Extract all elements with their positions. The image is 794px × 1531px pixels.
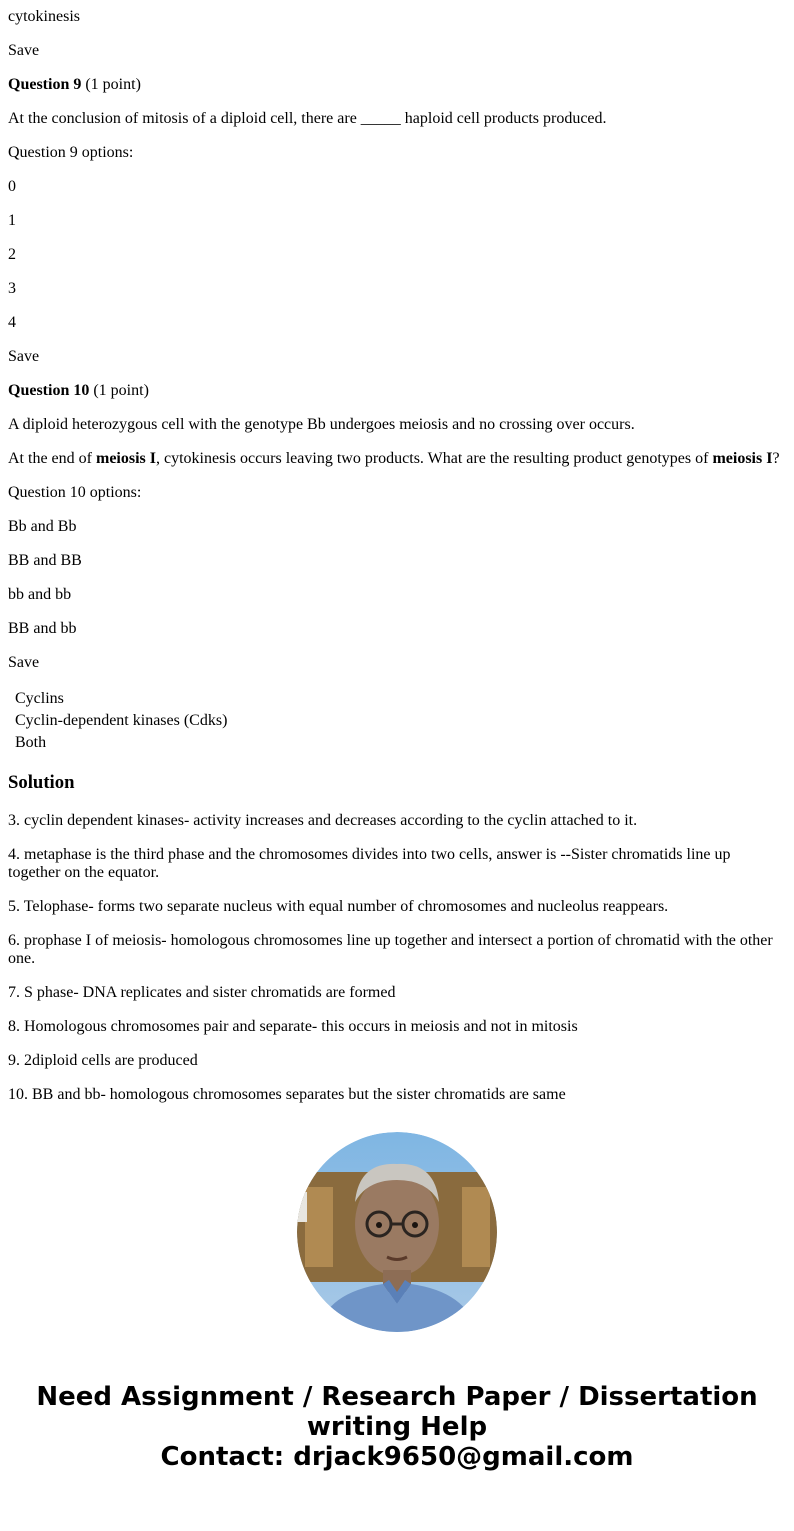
question-10-options-label: Question 10 options: <box>8 484 142 501</box>
list-item: Both <box>15 734 47 751</box>
prompt-text: At the end of <box>8 450 96 467</box>
advert-text <box>8 1382 786 1472</box>
question-9-save-link[interactable]: Save <box>8 348 40 365</box>
question-10-prompt <box>8 450 786 468</box>
extra-options-list <box>8 688 786 754</box>
question-10-heading <box>8 382 786 400</box>
question-10-option[interactable]: BB and BB <box>8 552 82 569</box>
solution-item: 4. metaphase is the third phase and the chromosomes divides into two cells, answer is --Sister chromatids line up together on the equator. <box>8 846 731 881</box>
question-9-option[interactable]: 1 <box>8 212 16 229</box>
question-10-points: (1 point) <box>89 382 149 399</box>
solution-item: 5. Telophase- forms two separate nucleus with equal number of chromosomes and nucleolus reappears. <box>8 898 669 915</box>
question-9-title: Question 9 <box>8 76 82 93</box>
solution-item: 8. Homologous chromosomes pair and separate- this occurs in meiosis and not in mitosis <box>8 1018 578 1035</box>
question-9-option[interactable]: 3 <box>8 280 16 297</box>
solution-section <box>8 772 786 1104</box>
question-10-intro: A diploid heterozygous cell with the genotype Bb undergoes meiosis and no crossing over occurs. <box>8 416 635 433</box>
solution-item: 7. S phase- DNA replicates and sister chromatids are formed <box>8 984 396 1001</box>
question-10-option[interactable]: bb and bb <box>8 586 72 603</box>
question-9-option[interactable]: 0 <box>8 178 16 195</box>
save-link[interactable]: Save <box>8 42 40 59</box>
author-photo <box>297 1132 497 1332</box>
advert-contact[interactable]: Contact: drjack9650@gmail.com <box>160 1442 634 1472</box>
question-9-option[interactable]: 4 <box>8 314 16 331</box>
advert-line: writing Help <box>306 1412 488 1442</box>
solution-item: 6. prophase I of meiosis- homologous chromosomes line up together and intersect a portion of chromatid with the other one. <box>8 932 773 967</box>
prompt-text: , cytokinesis occurs leaving two products. What are the resulting product genotypes of <box>155 450 713 467</box>
solution-item: 9. 2diploid cells are produced <box>8 1052 198 1069</box>
advert-block <box>8 1132 786 1472</box>
question-9-heading <box>8 76 786 94</box>
previous-option-text: cytokinesis <box>8 8 80 25</box>
list-item: Cyclin-dependent kinases (Cdks) <box>15 712 228 729</box>
question-9-points: (1 point) <box>81 76 141 93</box>
question-10-option[interactable]: BB and bb <box>8 620 77 637</box>
question-10-save-link[interactable]: Save <box>8 654 40 671</box>
question-10-title: Question 10 <box>8 382 90 399</box>
solution-heading: Solution <box>8 772 75 793</box>
prompt-emphasis: meiosis I <box>712 450 773 467</box>
document-page <box>0 8 794 1472</box>
advert-line: Need Assignment / Research Paper / Dissertation <box>36 1382 758 1412</box>
question-9-prompt: At the conclusion of mitosis of a diploid cell, there are _____ haploid cell products produced. <box>8 110 607 127</box>
question-10-option[interactable]: Bb and Bb <box>8 518 77 535</box>
question-9-options-label: Question 9 options: <box>8 144 134 161</box>
solution-item: 3. cyclin dependent kinases- activity increases and decreases according to the cyclin attached to it. <box>8 812 638 829</box>
list-item: Cyclins <box>15 690 64 707</box>
solution-item: 10. BB and bb- homologous chromosomes separates but the sister chromatids are same <box>8 1086 566 1103</box>
prompt-emphasis: meiosis I <box>95 450 156 467</box>
prompt-text: ? <box>772 450 780 467</box>
question-9-option[interactable]: 2 <box>8 246 16 263</box>
